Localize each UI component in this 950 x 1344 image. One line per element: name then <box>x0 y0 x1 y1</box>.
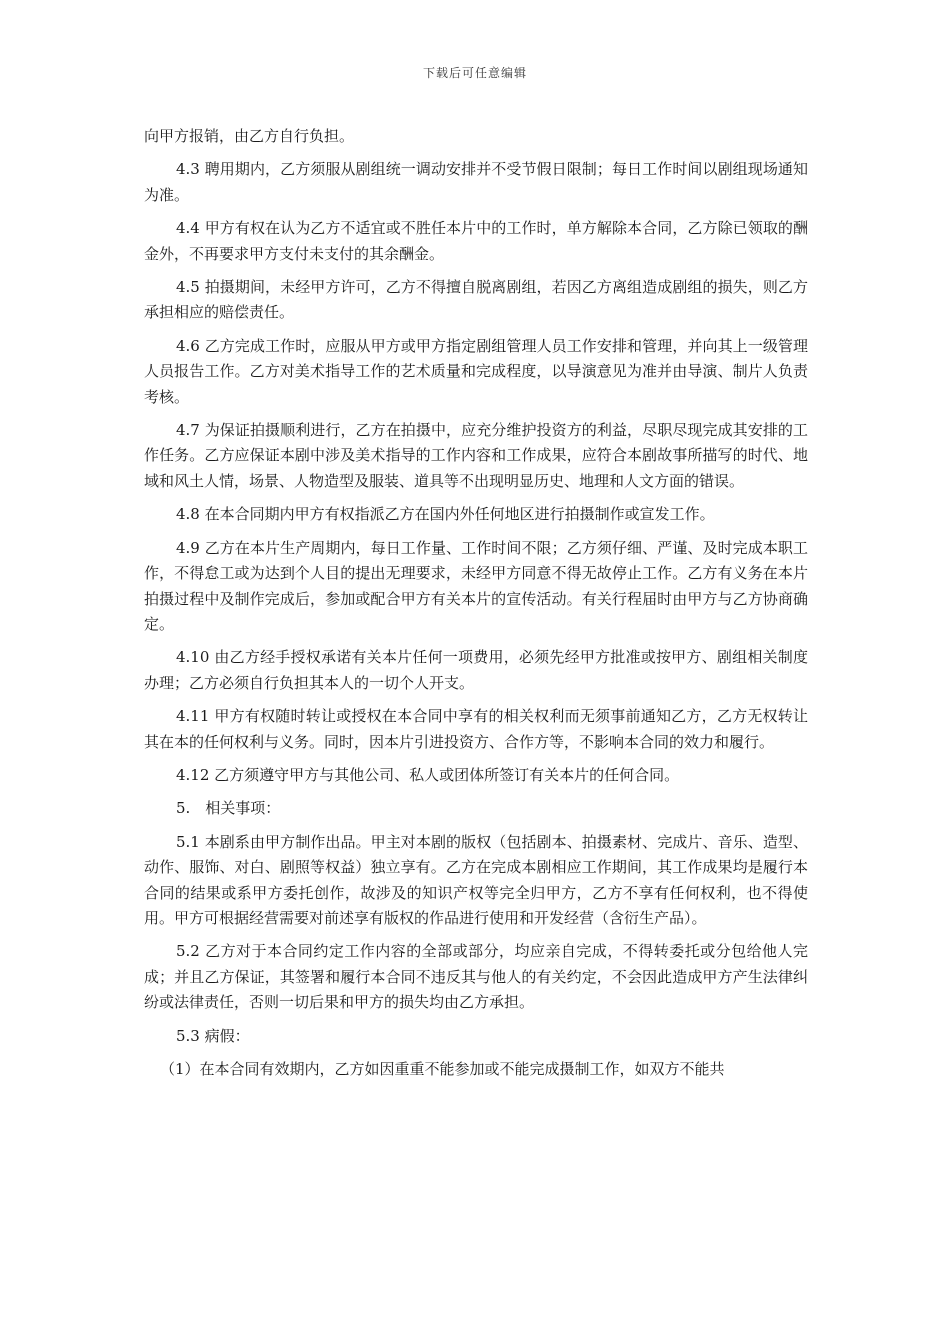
page-header: 下载后可任意编辑 <box>422 66 527 80</box>
clause-4-7: 4.7 为保证拍摄顺利进行，乙方在拍摄中，应充分维护投资方的利益，尽职尽现完成其安排的工作任务。乙方应保证本剧中涉及美术指导的工作内容和工作成果，应符合本剧故事所描写的时代、地域和风土人情，场景、人物造型及服装、道具等不出现明显历史、地理和人文方面的错误。 <box>144 421 808 490</box>
paragraph-continuation: 向甲方报销，由乙方自行负担。 <box>144 127 355 145</box>
clause-4-6: 4.6 乙方完成工作时，应服从甲方或甲方指定剧组管理人员工作安排和管理，并向其上一级管理人员报告工作。乙方对美术指导工作的艺术质量和完成程度，以导演意见为准并由导演、制片人负责考核。 <box>144 336 808 406</box>
clause-5-2: 5.2 乙方对于本合同约定工作内容的全部或部分，均应亲自完成，不得转委托或分包给他人完成；并且乙方保证，其签署和履行本合同不违反其与他人的有关约定，不会因此造成甲方产生法律纠纷或法律责任，否则一切后果和甲方的损失均由乙方承担。 <box>144 942 808 1012</box>
clause-5-3-item-1: （1）在本合同有效期内，乙方如因重重不能参加或不能完成摄制工作，如双方不能共 <box>160 1060 725 1078</box>
clause-4-4: 4.4 甲方有权在认为乙方不适宜或不胜任本片中的工作时，单方解除本合同，乙方除已领取的酬金外，不再要求甲方支付未支付的其余酬金。 <box>144 219 808 263</box>
clause-5-3: 5.3 病假： <box>176 1026 250 1045</box>
document-body <box>144 124 808 1090</box>
clause-4-8: 4.8 在本合同期内甲方有权指派乙方在国内外任何地区进行拍摄制作或宣发工作。 <box>176 505 715 524</box>
clause-4-11: 4.11 甲方有权随时转让或授权在本合同中享有的相关权利而无须事前通知乙方，乙方无权转让其在本的任何权利与义务。同时，因本片引进投资方、合作方等，不影响本合同的效力和履行。 <box>144 707 808 751</box>
section-5-heading: 5. 相关事项： <box>176 799 281 818</box>
clause-4-9: 4.9 乙方在本片生产周期内，每日工作量、工作时间不限；乙方须仔细、严谨、及时完成本职工作，不得怠工或为达到个人目的提出无理要求，未经甲方同意不得无故停止工作。乙方有义务在本片拍摄过程中及制作完成后，参加或配合甲方有关本片的宣传活动。有关行程届时由甲方与乙方协商确定。 <box>144 538 808 633</box>
clause-4-12: 4.12 乙方须遵守甲方与其他公司、私人或团体所签订有关本片的任何合同。 <box>176 765 680 784</box>
clause-5-1: 5.1 本剧系由甲方制作出品。甲主对本剧的版权（包括剧本、拍摄素材、完成片、音乐、造型、动作、服饰、对白、剧照等权益）独立享有。乙方在完成本剧相应工作期间，其工作成果均是履行本合同的结果或系甲方委托创作，故涉及的知识产权等完全归甲方，乙方不享有任何权利，也不得使用。甲方可根据经营需要对前述享有版权的作品进行使用和开发经营（含衍生产品）。 <box>144 832 808 927</box>
clause-4-10: 4.10 由乙方经手授权承诺有关本片任何一项费用，必须先经甲方批准或按甲方、剧组相关制度办理；乙方必须自行负担其本人的一切个人开支。 <box>144 648 808 692</box>
clause-4-3: 4.3 聘用期内，乙方须服从剧组统一调动安排并不受节假日限制；每日工作时间以剧组现场通知为准。 <box>144 160 808 204</box>
clause-4-5: 4.5 拍摄期间，未经甲方许可，乙方不得擅自脱离剧组，若因乙方离组造成剧组的损失，则乙方承担相应的赔偿责任。 <box>144 278 808 322</box>
